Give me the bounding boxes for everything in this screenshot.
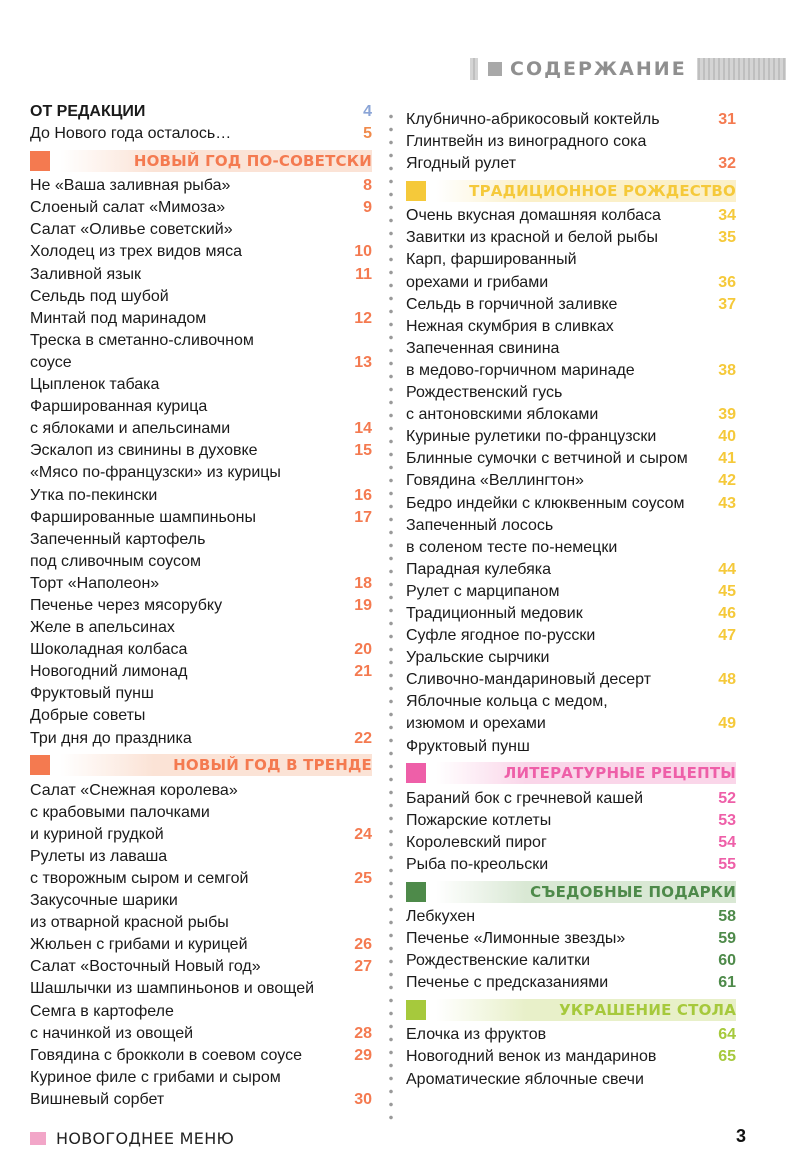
header-square-icon	[488, 62, 502, 76]
entry-title: из отварной красной рыбы	[30, 914, 229, 932]
entry-page-number: 46	[718, 604, 736, 622]
entry-page-number: 53	[718, 811, 736, 829]
entry-title: Жюльен с грибами и курицей	[30, 936, 248, 954]
entry-page-number: 45	[718, 582, 736, 600]
contents-entry[interactable]	[406, 227, 736, 249]
contents-entry[interactable]	[30, 197, 372, 219]
entry-title: Запеченный лосось	[406, 516, 554, 534]
entry-title: Треска в сметанно-сливочном	[30, 331, 254, 349]
contents-entry[interactable]	[30, 175, 372, 197]
contents-entry[interactable]	[30, 352, 372, 374]
section-square-icon	[30, 755, 50, 775]
contents-entry[interactable]	[30, 1001, 372, 1023]
entry-page-number: 26	[354, 936, 372, 954]
entry-title: Шоколадная колбаса	[30, 641, 188, 659]
contents-entry[interactable]	[30, 705, 372, 727]
section-square-icon	[30, 151, 50, 171]
section-band	[60, 754, 372, 776]
entry-title: Салат «Оливье советский»	[30, 221, 233, 239]
dotted-column-divider	[388, 110, 394, 1120]
contents-entry[interactable]	[30, 308, 372, 330]
section-heading	[406, 176, 736, 205]
contents-entry[interactable]	[30, 241, 372, 263]
entry-title: Новогодний лимонад	[30, 663, 188, 681]
entry-title: Говядина с брокколи в соевом соусе	[30, 1046, 302, 1064]
entry-title: Ягодный рулет	[406, 155, 517, 173]
entry-page-number: 21	[354, 663, 372, 681]
page-number: 3	[736, 1126, 747, 1146]
entry-title: Печенье с предсказаниями	[406, 974, 609, 992]
entry-title: Говядина «Веллингтон»	[406, 472, 584, 490]
entry-title: Минтай под маринадом	[30, 309, 207, 327]
entry-title: Рулет с марципаном	[406, 582, 560, 600]
entry-page-number: 17	[354, 508, 372, 526]
entry-title: Три дня до праздника	[30, 729, 192, 747]
contents-entry[interactable]	[30, 780, 372, 802]
entry-page-number: 16	[354, 486, 372, 504]
entry-title: Вишневый сорбет	[30, 1090, 165, 1108]
contents-entry[interactable]	[30, 956, 372, 978]
entry-title: Салат «Восточный Новый год»	[30, 958, 261, 976]
entry-title: соусе	[30, 353, 72, 371]
entry-title: Лебкухен	[406, 908, 476, 925]
entry-title: изюмом и орехами	[406, 715, 546, 733]
entry-page-number: 9	[363, 199, 372, 217]
contents-entry[interactable]	[406, 1024, 736, 1046]
entry-title: До Нового года осталось…	[30, 125, 232, 143]
entry-title: Очень вкусная домашняя колбаса	[406, 207, 661, 225]
contents-entry[interactable]	[406, 691, 736, 713]
entry-title: с антоновскими яблоками	[406, 406, 599, 424]
entry-title: Ароматические яблочные свечи	[406, 1070, 644, 1088]
footer-label: НОВОГОДНЕЕ МЕНЮ	[56, 1128, 235, 1148]
entry-title: Рождественский гусь	[406, 384, 563, 402]
entry-page-number: 8	[363, 177, 372, 195]
entry-title: Семга в картофеле	[30, 1002, 174, 1020]
contents-entry[interactable]	[30, 978, 372, 1000]
entry-title: Желе в апельсинах	[30, 619, 175, 637]
contents-entry[interactable]	[30, 396, 372, 418]
contents-entry[interactable]	[30, 123, 372, 145]
entry-title: Утка по-пекински	[30, 486, 158, 504]
contents-entry[interactable]	[406, 928, 736, 950]
entry-page-number: 65	[718, 1048, 736, 1066]
entry-title: Новогодний венок из мандаринов	[406, 1048, 657, 1066]
entry-page-number: 12	[354, 309, 372, 327]
entry-title: Блинные сумочки с ветчиной и сыром	[406, 450, 688, 468]
contents-entry[interactable]	[30, 728, 372, 750]
entry-page-number: 60	[718, 952, 736, 970]
contents-entry[interactable]	[406, 647, 736, 669]
section-heading	[30, 146, 372, 175]
contents-entry[interactable]	[406, 426, 736, 448]
contents-entry[interactable]	[406, 109, 736, 131]
entry-title: Завитки из красной и белой рыбы	[406, 229, 658, 247]
entry-title: Бедро индейки с клюквенным соусом	[406, 494, 685, 512]
contents-entry[interactable]	[406, 788, 736, 810]
section-band	[436, 180, 736, 202]
section-square-icon	[406, 181, 426, 201]
entry-title: и куриной грудкой	[30, 825, 164, 843]
entry-page-number: 4	[363, 103, 372, 120]
entry-page-number: 48	[718, 671, 736, 689]
contents-entry[interactable]	[30, 595, 372, 617]
entry-title: ОТ РЕДАКЦИИ	[30, 103, 146, 120]
contents-entry[interactable]	[406, 736, 736, 758]
entry-page-number: 59	[718, 930, 736, 948]
contents-entry[interactable]	[30, 330, 372, 352]
entry-page-number: 61	[718, 974, 736, 992]
contents-entry[interactable]	[406, 669, 736, 691]
entry-title: с крабовыми палочками	[30, 803, 210, 821]
entry-title: Эскалоп из свинины в духовке	[30, 442, 258, 460]
entry-page-number: 41	[718, 450, 736, 468]
entry-title: Шашлычки из шампиньонов и овощей	[30, 980, 315, 998]
right-contents-column	[406, 109, 736, 1091]
entry-title: Карп, фаршированный	[406, 251, 577, 269]
entry-title: Торт «Наполеон»	[30, 574, 160, 592]
entry-page-number: 31	[718, 111, 736, 128]
entry-title: Нежная скумбрия в сливках	[406, 317, 614, 335]
entry-page-number: 34	[718, 207, 736, 225]
entry-title: Цыпленок табака	[30, 376, 160, 394]
entry-title: Сливочно-мандариновый десерт	[406, 671, 652, 689]
contents-entry[interactable]	[30, 485, 372, 507]
entry-title: Холодец из трех видов мяса	[30, 243, 243, 261]
contents-entry[interactable]	[30, 264, 372, 286]
contents-entry[interactable]	[30, 573, 372, 595]
contents-entry[interactable]	[30, 868, 372, 890]
entry-title: Запеченный картофель	[30, 530, 206, 548]
entry-title: Сельдь под шубой	[30, 287, 169, 305]
contents-entry[interactable]	[30, 1089, 372, 1111]
contents-entry[interactable]	[30, 846, 372, 868]
contents-entry[interactable]	[30, 912, 372, 934]
entry-title: в соленом тесте по-немецки	[406, 538, 618, 556]
section-title: НОВЫЙ ГОД В ТРЕНДЕ	[173, 756, 372, 775]
section-title: НОВЫЙ ГОД ПО-СОВЕТСКИ	[133, 151, 372, 170]
entry-title: Запеченная свинина	[406, 339, 560, 357]
contents-entry[interactable]	[30, 617, 372, 639]
entry-title: Яблочные кольца с медом,	[406, 693, 608, 711]
entry-title: Салат «Снежная королева»	[30, 781, 238, 799]
contents-entry[interactable]	[406, 470, 736, 492]
entry-page-number: 28	[354, 1024, 372, 1042]
left-contents-column	[30, 101, 372, 1111]
entry-page-number: 25	[354, 870, 372, 887]
contents-entry[interactable]	[30, 802, 372, 824]
entry-title: «Мясо по-французски» из курицы	[30, 464, 281, 482]
entry-page-number: 32	[718, 155, 736, 173]
entry-page-number: 43	[718, 494, 736, 512]
section-band	[60, 150, 372, 172]
footer-square-icon	[30, 1132, 46, 1145]
section-heading	[406, 995, 736, 1024]
entry-page-number: 64	[718, 1026, 736, 1044]
contents-entry[interactable]	[406, 316, 736, 338]
contents-entry[interactable]	[30, 1045, 372, 1067]
entry-page-number: 47	[718, 627, 736, 645]
entry-title: Сельдь в горчичной заливке	[406, 295, 618, 313]
entry-title: Фаршированные шампиньоны	[30, 508, 257, 526]
entry-title: Фруктовый пунш	[406, 737, 530, 755]
section-band	[436, 881, 736, 903]
contents-entry[interactable]	[406, 950, 736, 972]
contents-entry[interactable]	[406, 448, 736, 470]
entry-title: с творожным сыром и семгой	[30, 870, 249, 887]
entry-page-number: 36	[718, 273, 736, 291]
entry-title: Уральские сырчики	[406, 649, 550, 667]
entry-title: Бараний бок с гречневой кашей	[406, 789, 643, 807]
entry-title: Слоеный салат «Мимоза»	[30, 199, 226, 217]
entry-page-number: 44	[718, 560, 736, 578]
entry-page-number: 54	[718, 833, 736, 851]
contents-entry[interactable]	[406, 559, 736, 581]
entry-page-number: 18	[354, 574, 372, 592]
entry-page-number: 22	[354, 729, 372, 747]
contents-entry[interactable]	[406, 205, 736, 227]
entry-title: Рождественские калитки	[406, 952, 591, 970]
entry-page-number: 30	[354, 1090, 372, 1108]
entry-title: Глинтвейн из виноградного сока	[406, 133, 647, 151]
contents-entry[interactable]	[30, 462, 372, 484]
contents-entry[interactable]	[406, 131, 736, 153]
entry-page-number: 39	[718, 406, 736, 424]
entry-page-number: 49	[718, 715, 736, 733]
entry-page-number: 14	[354, 420, 372, 438]
section-heading	[406, 759, 736, 788]
contents-entry[interactable]	[406, 972, 736, 994]
entry-title: Рулеты из лаваша	[30, 847, 168, 865]
entry-page-number: 58	[718, 908, 736, 925]
entry-title: Королевский пирог	[406, 833, 547, 851]
contents-entry[interactable]	[30, 219, 372, 241]
entry-page-number: 35	[718, 229, 736, 247]
contents-entry[interactable]	[30, 1023, 372, 1045]
entry-title: Суфле ягодное по-русски	[406, 627, 596, 645]
entry-title: Добрые советы	[30, 707, 146, 725]
contents-entry[interactable]	[406, 360, 736, 382]
contents-entry[interactable]	[30, 507, 372, 529]
entry-title: Традиционный медовик	[406, 604, 583, 622]
contents-entry[interactable]	[406, 404, 736, 426]
entry-page-number: 24	[354, 825, 372, 843]
entry-page-number: 37	[718, 295, 736, 313]
entry-page-number: 38	[718, 361, 736, 379]
section-title: ТРАДИЦИОННОЕ РОЖДЕСТВО	[469, 181, 736, 200]
section-square-icon	[406, 882, 426, 902]
entry-title: Клубнично-абрикосовый коктейль	[406, 111, 660, 128]
entry-page-number: 55	[718, 855, 736, 873]
entry-title: с яблоками и апельсинами	[30, 420, 231, 438]
entry-title: Фаршированная курица	[30, 398, 208, 416]
contents-entry[interactable]	[406, 810, 736, 832]
entry-title: Печенье через мясорубку	[30, 596, 223, 614]
entry-title: Парадная кулебяка	[406, 560, 551, 578]
section-title: СЪЕДОБНЫЕ ПОДАРКИ	[530, 882, 736, 901]
section-title: ЛИТЕРАТУРНЫЕ РЕЦЕПТЫ	[503, 764, 736, 783]
section-square-icon	[406, 763, 426, 783]
entry-page-number: 11	[355, 265, 372, 283]
entry-title: орехами и грибами	[406, 273, 549, 291]
contents-header	[478, 58, 697, 80]
section-band	[436, 762, 736, 784]
contents-entry[interactable]	[406, 603, 736, 625]
contents-entry[interactable]	[30, 418, 372, 440]
page-title: СОДЕРЖАНИЕ	[510, 58, 687, 80]
entry-title: в медово-горчичном маринаде	[406, 361, 635, 379]
section-square-icon	[406, 1000, 426, 1020]
entry-page-number: 19	[354, 596, 372, 614]
entry-page-number: 10	[354, 243, 372, 261]
entry-page-number: 29	[354, 1046, 372, 1064]
section-heading	[406, 877, 736, 906]
entry-title: Рыба по-креольски	[406, 855, 549, 873]
contents-entry[interactable]	[406, 382, 736, 404]
contents-entry[interactable]	[406, 832, 736, 854]
entry-page-number: 52	[718, 789, 736, 807]
contents-entry[interactable]	[30, 101, 372, 123]
contents-entry[interactable]	[406, 153, 736, 175]
contents-entry[interactable]	[30, 529, 372, 551]
contents-entry[interactable]	[30, 286, 372, 308]
entry-page-number: 27	[354, 958, 372, 976]
section-title: УКРАШЕНИЕ СТОЛА	[559, 1000, 736, 1019]
entry-title: под сливочным соусом	[30, 552, 202, 570]
contents-entry[interactable]	[30, 639, 372, 661]
footer	[30, 1128, 234, 1148]
contents-entry[interactable]	[30, 1067, 372, 1089]
contents-entry[interactable]	[406, 272, 736, 294]
contents-entry[interactable]	[406, 713, 736, 735]
entry-title: Пожарские котлеты	[406, 811, 552, 829]
contents-entry[interactable]	[406, 249, 736, 271]
entry-page-number: 15	[354, 442, 372, 460]
contents-entry[interactable]	[30, 934, 372, 956]
contents-entry[interactable]	[30, 374, 372, 396]
contents-entry[interactable]	[30, 824, 372, 846]
contents-entry[interactable]	[30, 551, 372, 573]
entry-title: Куриные рулетики по-французски	[406, 428, 657, 446]
entry-page-number: 40	[718, 428, 736, 446]
entry-title: Закусочные шарики	[30, 892, 178, 910]
contents-entry[interactable]	[30, 661, 372, 683]
contents-entry[interactable]	[30, 890, 372, 912]
entry-page-number: 42	[718, 472, 736, 490]
entry-title: Куриное филе с грибами и сыром	[30, 1068, 281, 1086]
contents-entry[interactable]	[406, 854, 736, 876]
entry-title: Печенье «Лимонные звезды»	[406, 930, 626, 948]
contents-entry[interactable]	[30, 440, 372, 462]
contents-entry[interactable]	[406, 625, 736, 647]
section-heading	[30, 751, 372, 780]
entry-title: Фруктовый пунш	[30, 685, 154, 703]
entry-page-number: 13	[354, 353, 372, 371]
entry-title: Заливной язык	[30, 265, 141, 283]
section-band	[436, 999, 736, 1021]
contents-entry[interactable]	[30, 683, 372, 705]
entry-page-number: 5	[363, 125, 372, 143]
contents-entry[interactable]	[406, 294, 736, 316]
contents-entry[interactable]	[406, 537, 736, 559]
contents-entry[interactable]	[406, 515, 736, 537]
entry-title: Елочка из фруктов	[406, 1026, 547, 1044]
contents-entry[interactable]	[406, 493, 736, 515]
contents-entry[interactable]	[406, 906, 736, 928]
contents-entry[interactable]	[406, 1069, 736, 1091]
entry-title: Не «Ваша заливная рыба»	[30, 177, 231, 195]
contents-entry[interactable]	[406, 338, 736, 360]
contents-entry[interactable]	[406, 1046, 736, 1068]
contents-entry[interactable]	[406, 581, 736, 603]
entry-page-number: 20	[354, 641, 372, 659]
entry-title: с начинкой из овощей	[30, 1024, 194, 1042]
